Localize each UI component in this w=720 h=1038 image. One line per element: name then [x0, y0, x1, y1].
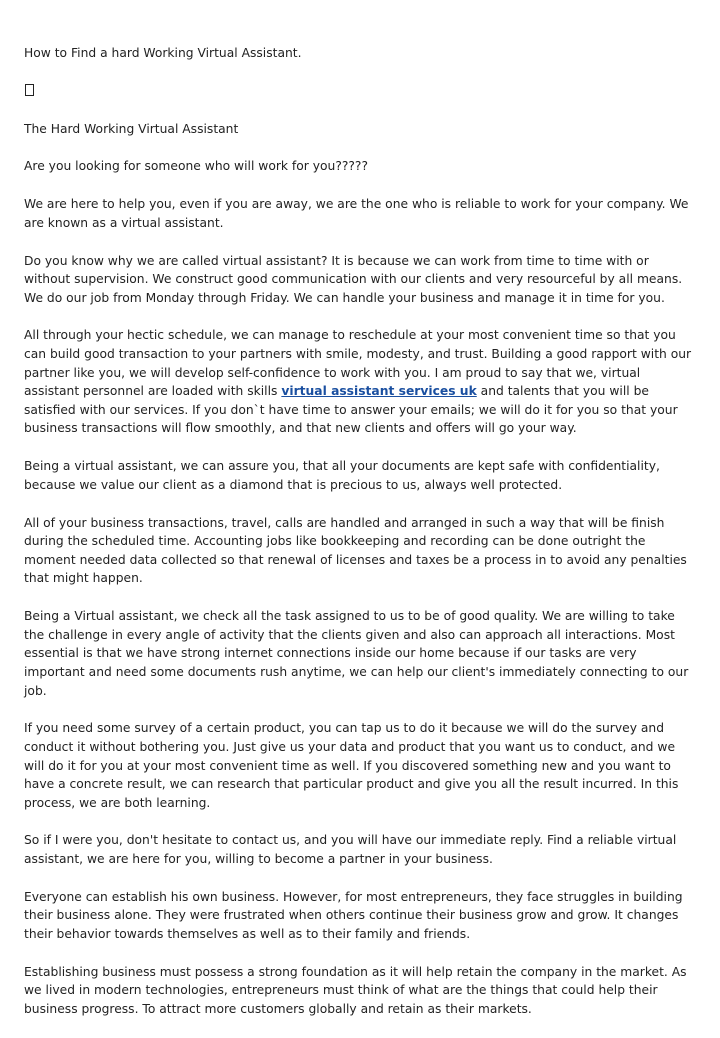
paragraph-3 [24, 326, 696, 438]
paragraph-8: So if I were you, don't hesitate to contact us, and you will have our immediate reply. Find a reliable virtual assistant, we are here for you, willing to become a partner in your business. [24, 833, 677, 867]
virtual-assistant-services-link[interactable]: virtual assistant services uk [281, 384, 477, 399]
document-title: How to Find a hard Working Virtual Assistant. [24, 46, 302, 60]
paragraph-4: Being a virtual assistant, we can assure you, that all your documents are kept safe with confidentiality, because we value our client as a diamond that is precious to us, always well protected. [24, 459, 660, 492]
paragraph-5: All of your business transactions, travel, calls are handled and arranged in such a way that will be finish during the scheduled time. Accounting jobs like bookkeeping and recording can be done outright the moment needed data collected so that renewal of licenses and taxes be a process in to avoid any penalties that might happen. [24, 515, 687, 586]
missing-glyph [24, 82, 696, 101]
question-paragraph: Are you looking for someone who will work for you????? [24, 159, 368, 174]
document-heading: The Hard Working Virtual Assistant [24, 121, 239, 136]
paragraph-6: Being a Virtual assistant, we check all the task assigned to us to be of good quality. We are willing to take the challenge in every angle of activity that the clients given and also can approach all interactions. Most essential is that we have strong internet connections inside our home because if our tasks are very important and need some documents rush anytime, we can help our client's immediately connecting to our job. [24, 609, 689, 698]
paragraph-1: We are here to help you, even if you are away, we are the one who is reliable to work for your company. We are known as a virtual assistant. [24, 197, 689, 230]
missing-glyph-icon [25, 84, 34, 96]
paragraph-3-before: All through your hectic schedule, we can manage to reschedule at your most convenient time so that you can build good transaction to your partners with smile, modesty, and trust. Building a good rapport with our partner like you, we will develop self-confidence to work with you. I am proud to say that we, virtual assistant personnel are loaded with skills [24, 328, 692, 399]
paragraph-2: Do you know why we are called virtual assistant? It is because we can work from time to time with or without supervision. We construct good communication with our clients and very resourceful by all means. We do our job from Monday through Friday. We can handle your business and manage it in time for you. [24, 253, 683, 305]
paragraph-7: If you need some survey of a certain product, you can tap us to do it because we will do the survey and conduct it without bothering you. Just give us your data and product that you want us to conduct, and we will do it for you at your most convenient time as well. If you discovered something new and you want to have a concrete result, we can research that particular product and give you all the result incurred. In this process, we are both learning. [24, 721, 679, 810]
paragraph-9: Everyone can establish his own business. However, for most entrepreneurs, they face struggles in building their business alone. They were frustrated when others continue their business grow and grow. It changes their behavior towards themselves as well as to their family and friends. [24, 889, 683, 942]
document-body [24, 44, 696, 1038]
paragraph-10: Establishing business must possess a strong foundation as it will help retain the company in the market. As we lived in modern technologies, entrepreneurs must think of what are the things that could help their business progress. To attract more customers globally and retain as their markets. [24, 964, 687, 1016]
paragraph-3-after: and talents that you will be satisfied with our services. If you don`t have time to answer your emails; we will do it for you so that your business transactions will flow smoothly, and that new clients and offers will go your way. [24, 384, 678, 436]
